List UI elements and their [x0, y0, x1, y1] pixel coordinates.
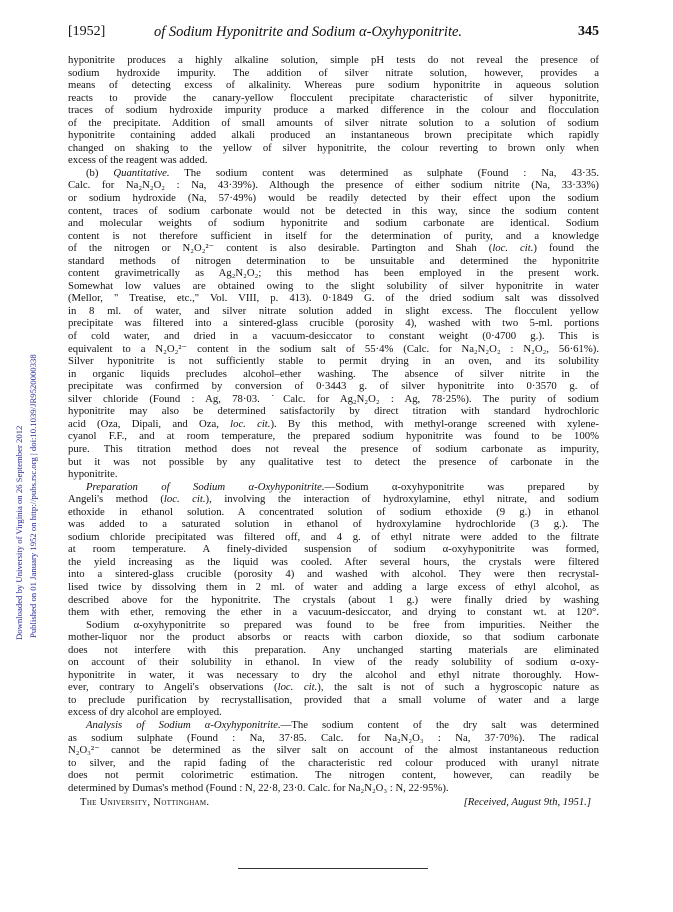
text-line: silver chloride (Found : Ag, 78·03. ˙Calc. for Ag₂N₂O₂ : Ag, 78·25%). The purity of sodium: [68, 392, 599, 405]
text-line: (b) Quantitative. The sodium content was determined as sulphate (Found : Na, 43·35.: [86, 166, 599, 179]
text-line: traces of sodium hydroxide impurity produce a marked difference in the colour and flocculation: [68, 104, 599, 117]
running-header: [68, 24, 599, 46]
text-line: hyponitrite in water, it was necessary to dry the alcohol and ethyl nitrate thoroughly. How-: [68, 668, 599, 681]
text-line: precipitate was filtered into a sintered-glass crucible (porosity 4), washed with two 5-ml. portions: [68, 317, 599, 330]
text-line: hyponitrite.: [68, 468, 118, 481]
text-line: hyponitrite produces a highly alkaline solution, simple pH tests do not reveal the presence of: [68, 54, 599, 66]
text-line: was added to a saturated solution in ethanol of hydroxylamine hydrochloride (3 g.). The: [68, 518, 599, 531]
text-line: changed on shaking to the yellow of silver hyponitrite, the colour reverting to brown only when: [68, 141, 599, 154]
text-line: does not interfere with this preparation. Any unchanged starting materials are eliminated: [68, 643, 599, 656]
page-number: 345: [578, 24, 599, 39]
download-note[interactable]: Downloaded by University of Virginia on 26 September 2012: [14, 425, 24, 640]
text-line: in 8 ml. of water, and silver nitrate solution added in slight excess. The flocculent yellow: [68, 304, 599, 317]
text-line: acid (Oza, Dipali, and Oza, loc. cit.). By this method, with methyl-orange screened with xylene-: [68, 417, 599, 430]
text-line: or sodium hydroxide (Na, 57·49%) would be readily detected by their effect upon the sodium: [68, 192, 599, 205]
text-line: and molecular weights of sodium hyponitrite and sodium carbonate are identical. Sodium: [68, 217, 599, 230]
text-line: but it was not possible by any qualitative test to detect the presence of carbonate in the: [68, 455, 599, 468]
text-line: pure. This titration method does not reveal the presence of sodium carbonate as impurity,: [68, 442, 599, 455]
text-line: of cold water, and dried in a vacuum-desiccator to constant weight (0·4700 g.). This is: [68, 330, 599, 343]
text-line: content gravimetrically as Ag₂N₂O₂; this method has been employed in the present work.: [68, 267, 599, 280]
text-line: lised twice by dissolving them in 2 ml. of water and adding a large excess of ethyl alcohol, as: [68, 580, 599, 593]
received-date: [Received, August 9th, 1951.]: [463, 796, 591, 809]
article-body: [68, 54, 599, 810]
text-line: sodium chloride precipitated was filtered off, and 4 g. of ethyl nitrate were added to the filtrate: [68, 530, 599, 543]
text-line: ever, contrary to Angeli's observations (loc. cit.), the salt is not of such a hygroscopic nature as: [68, 681, 599, 694]
institution-line: The University, Nottingham.: [80, 796, 210, 809]
text-line: excess of dry alcohol are employed.: [68, 706, 222, 719]
text-line: content is not therefore sufficient in itself for the determination of purity, and a knowledge: [68, 229, 599, 242]
publication-note[interactable]: Published on 01 January 1952 on http://pubs.rsc.org | doi:10.1039/JR9520000338: [28, 354, 38, 638]
text-line: means of detecting excess of alkalinity. Whereas pure sodium hyponitrite in aqueous solution: [68, 79, 599, 92]
text-line: of the nitrogen or N₂O₂²⁻ content is also desirable. Partington and Shah (loc. cit.) found the: [68, 242, 599, 255]
text-line: hyponitrite may also be determined satisfactorily by direct titration with standard hydrochloric: [68, 405, 599, 418]
text-line: equivalent to a N₂O₂²⁻ content in the sodium salt of 55·4% (Calc. for Na₂N₂O₂ : N₂O₂, 56·61%).: [68, 342, 599, 355]
text-line: Somewhat low values are obtained owing to the slight solubility of silver hyponitrite in water: [68, 279, 599, 292]
text-line: of the precipitate. Addition of small amounts of silver nitrate solution to a solution of sodium: [68, 116, 599, 129]
text-line: Angeli's method (loc. cit.), involving the interaction of hydroxylamine, ethyl nitrate, and sodium: [68, 493, 599, 506]
text-line: standard methods of nitrogen determination to be unsuitable and determined the hyponitrite: [68, 254, 599, 267]
text-line: the yield increasing as the liquid was cooled. After several hours, the crystals were filtered: [68, 555, 599, 568]
text-line: to silver, and the rapid fading of the characteristic red colour produced with uranyl nitrate: [68, 756, 599, 769]
text-line: on account of their solubility in ethanol. In view of the ready solubility of sodium α-oxy-: [68, 656, 599, 669]
text-line: them with ether, removing the ether in a vacuum-desiccator, and drying to constant wt. at 120°.: [68, 606, 599, 619]
text-line: described above for the hyponitrite. The crystals (about 1 g.) were finally dried by washing: [68, 593, 599, 606]
text-line: ethoxide in ethanol solution. A concentrated solution of sodium ethoxide (9 g.) in ethanol: [68, 505, 599, 518]
text-line: N₂O₃²⁻ cannot be determined as the silver salt on account of the almost instantaneous reduction: [68, 744, 599, 757]
text-line: at room temperature. A finely-divided suspension of sodium α-oxyhyponitrite was formed,: [68, 543, 599, 556]
download-watermark: [8, 170, 42, 640]
text-lines: [68, 54, 599, 794]
header-title: of Sodium Hyponitrite and Sodium α-Oxyhyponitrite.: [154, 24, 463, 40]
text-line: (Mellor, " Treatise, etc.," Vol. VIII, p. 413). 0·1849 G. of the dried sodium salt was dissolved: [68, 292, 599, 305]
text-line: sodium hydroxide impurity. The addition of silver nitrate solution, however, provides a: [68, 66, 599, 79]
text-line: into a sintered-glass crucible (porosity 4) and washed with alcohol. They were then recrystal-: [68, 568, 599, 581]
text-line: in organic liquids precludes alcohol–ether washing. The absence of silver nitrite in the: [68, 367, 599, 380]
header-year: [1952]: [68, 24, 106, 39]
text-line: reacts to provide the canary-yellow flocculent precipitate characteristic of silver hyponitrite,: [68, 91, 599, 104]
text-line: as sodium sulphate (Found : Na, 37·85. Calc. for Na₂N₂O₃ : Na, 37·70%). The radical: [68, 731, 599, 744]
text-line: cyanol F.F., and at room temperature, the prepared sodium hyponitrite was found to be 100%: [68, 430, 599, 443]
text-line: excess of the reagent was added.: [68, 154, 208, 167]
text-line: Analysis of Sodium α-Oxyhyponitrite.—The sodium content of the dry salt was determined: [86, 718, 599, 731]
text-line: Preparation of Sodium α-Oxyhyponitrite.—Sodium α-oxyhyponitrite was prepared by: [86, 480, 599, 493]
article-footer: [68, 796, 599, 810]
text-line: Calc. for Na₂N₂O₂ : Na, 43·39%). Although the presence of either sodium nitrite (Na, 33·33%): [68, 179, 599, 192]
text-line: determined by Dumas's method (Found : N, 22·8, 23·0. Calc. for Na₂N₂O₃ : N, 22·95%).: [68, 781, 449, 794]
text-line: hyponitrite containing added alkali produced an instantaneous brown precipitate which rapidly: [68, 129, 599, 142]
text-line: precipitate was confirmed by conversion of 0·3443 g. of silver hyponitrite into 0·3570 g. of: [68, 380, 599, 393]
text-line: Sodium α-oxyhyponitrite so prepared was found to be free from impurities. Neither the: [86, 618, 599, 631]
text-line: content, traces of sodium carbonate would not be detected in this way, since the sodium content: [68, 204, 599, 217]
text-line: does not permit colorimetric estimation. The nitrogen content, however, can readily be: [68, 769, 599, 782]
text-line: mother-liquor nor the product absorbs or reacts with carbon dioxide, so that sodium carbonate: [68, 631, 599, 644]
text-line: to preclude purification by recrystallisation, provided that a small volume of water and a large: [68, 693, 599, 706]
end-rule: [238, 868, 428, 869]
text-line: Silver hyponitrite is not sufficiently stable to permit drying in an oven, and its solubility: [68, 355, 599, 368]
